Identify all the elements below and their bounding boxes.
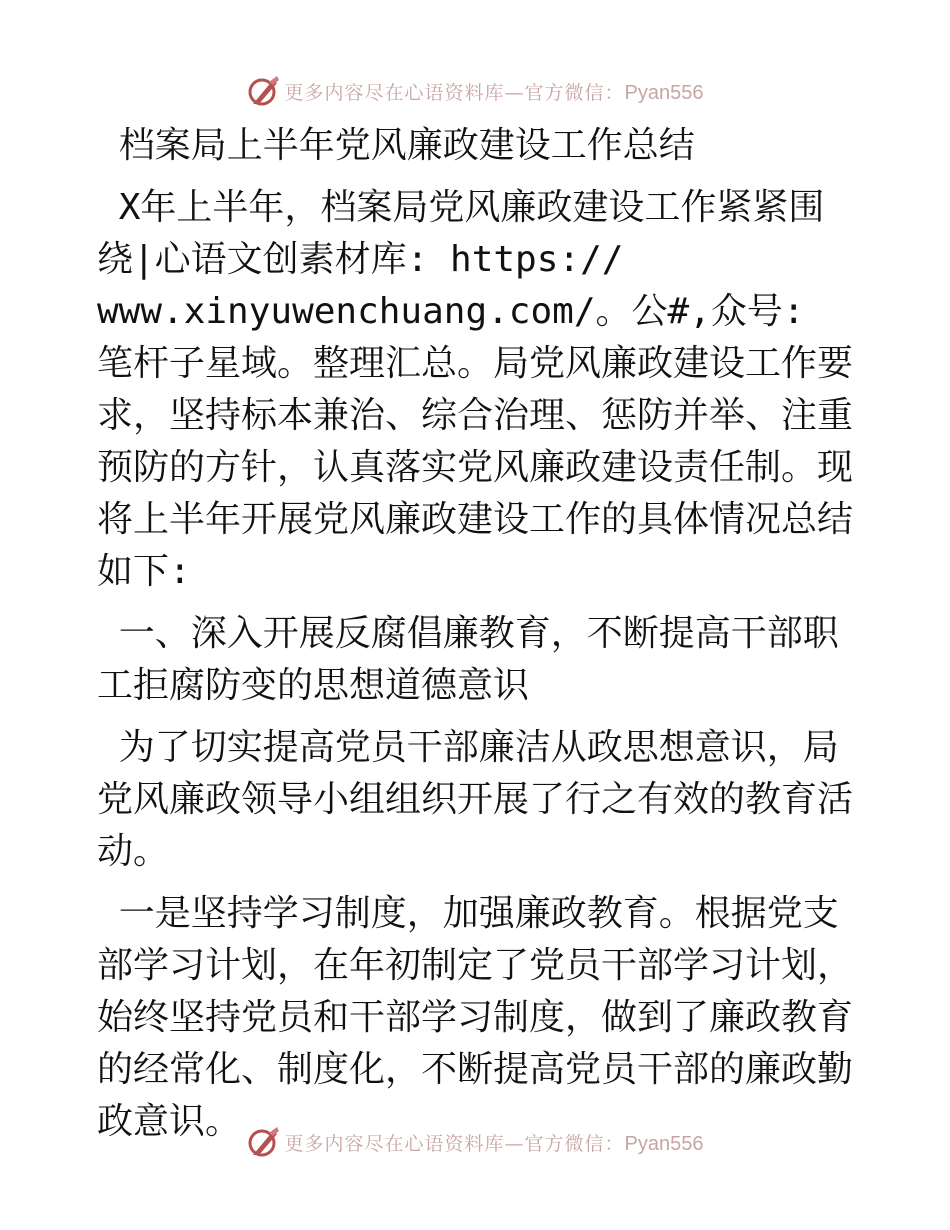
- paragraph-section-1-intro: 为了切实提高党员干部廉洁从政思想意识，局党风廉政领导小组组织开展了行之有效的教育活动。: [97, 727, 854, 872]
- watermark-text: 更多内容尽在心语资料库—官方微信：Pyan556: [284, 1132, 704, 1155]
- header-watermark: [0, 71, 950, 111]
- section-heading-1: 一、深入开展反腐倡廉教育，不断提高干部职工拒腐防变的思想道德意识: [97, 613, 839, 706]
- document-body: [97, 120, 857, 1148]
- quill-pen-logo-icon: [247, 74, 281, 108]
- quill-pen-logo-icon: [247, 1125, 281, 1159]
- paragraph-intro: X年上半年，档案局党风廉政建设工作紧紧围绕|心语文创素材库: https:// www.xinyuwenchuang.com/。公#,众号: 笔杆子星域。整理汇总。局党风廉政建设工作要求，坚持标本兼治、综合治理、惩防并举、注重预防的方针，认真落实党风廉政建设责任制。现将上半年开展党风廉政建设工作的具体情况总结如下:: [97, 187, 854, 592]
- footer-watermark: [0, 1122, 950, 1162]
- watermark-text: 更多内容尽在心语资料库—官方微信：Pyan556: [284, 81, 704, 104]
- paragraph-point-1: 一是坚持学习制度，加强廉政教育。根据党支部学习计划，在年初制定了党员干部学习计划，始终坚持党员和干部学习制度，做到了廉政教育的经常化、制度化，不断提高党员干部的廉政勤政意识。: [97, 893, 854, 1142]
- document-title: 档案局上半年党风廉政建设工作总结: [97, 125, 695, 166]
